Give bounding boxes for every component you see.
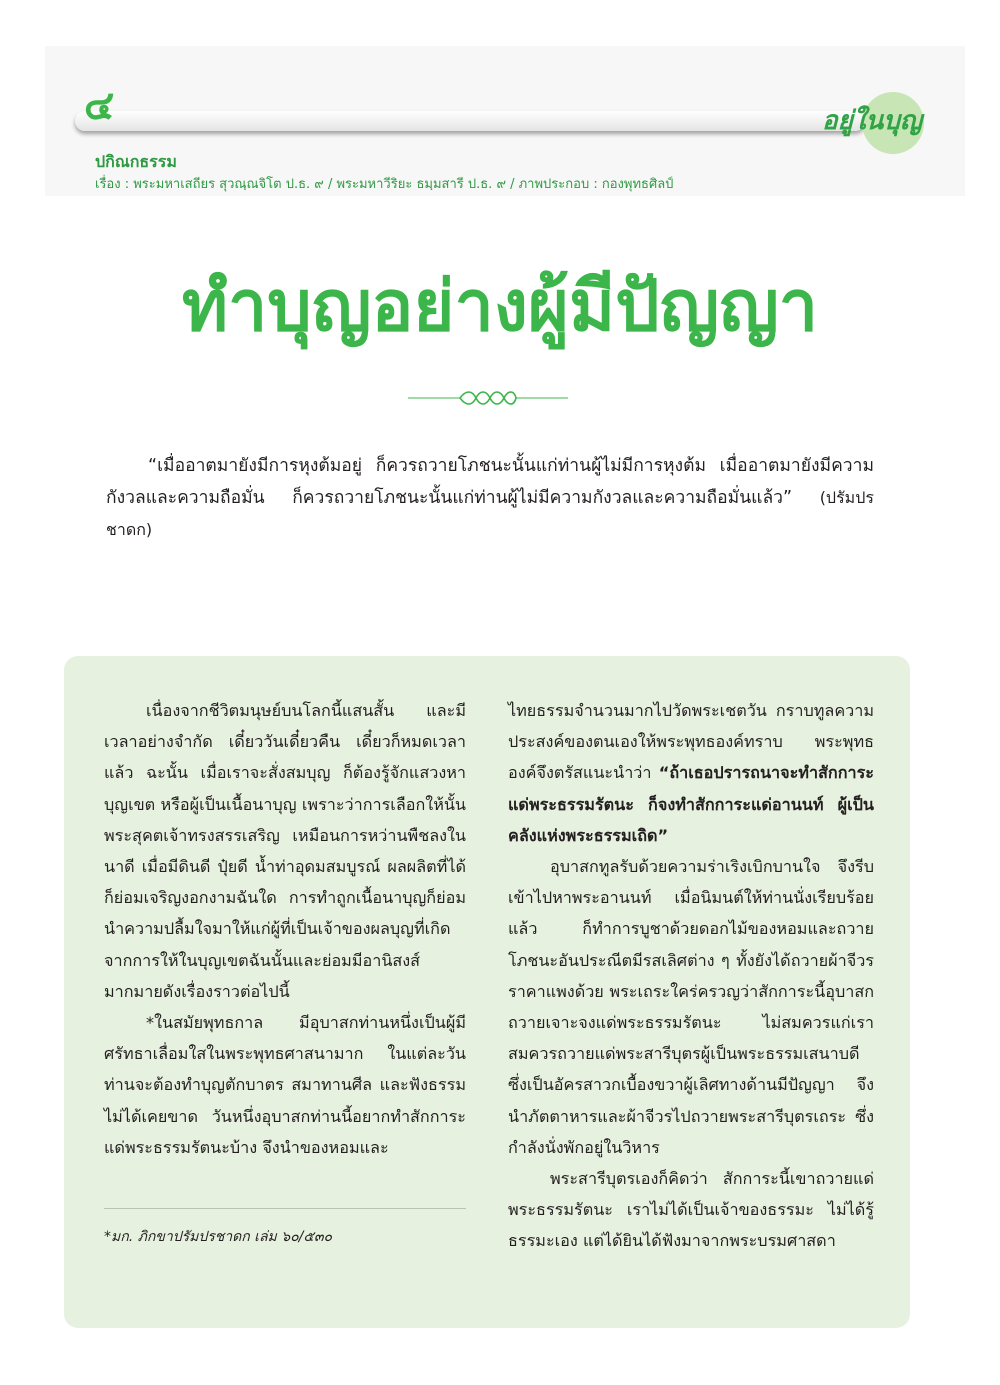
left-column xyxy=(104,695,466,1163)
quote-source: (ปรัมปรชาดก) xyxy=(106,488,874,539)
footnote-divider xyxy=(104,1208,466,1209)
quote-text: “เมื่ออาตมายังมีการหุงต้มอยู่ ก็ควรถวายโภชนะนั้นแก่ท่านผู้ไม่มีการหุงต้ม เมื่ออาตมายังมีความกังวลและความถือมั่น ก็ควรถวายโภชนะนั้นแก่ท่านผู้ไม่มีความกังวลและความถือมั่นแล้ว” xyxy=(106,456,874,508)
title-ornament-icon xyxy=(408,386,568,410)
right-paragraph-1 xyxy=(508,695,874,851)
right-column xyxy=(508,695,874,1257)
logo-text: อยู่ในบุญ xyxy=(822,106,922,136)
right-paragraph-2: อุบาสกทูลรับด้วยความร่าเริงเบิกบานใจ จึงรีบเข้าไปหาพระอานนท์ เมื่อนิมนต์ให้ท่านนั่งเรียบร้อยแล้ว ก็ทำการบูชาด้วยดอกไม้ของหอมและถวายโภชนะอันประณีตมีรสเลิศต่าง ๆ ทั้งยังได้ถวายผ้าจีวรราคาแพงด้วย พระเถระใคร่ครวญว่าสักการะนี้อุบาสกถวายเจาะจงแด่พระธรรมรัตนะ ไม่สมควรแก่เรา สมควรถวายแด่พระสารีบุตรผู้เป็นพระธรรมเสนาบดี ซึ่งเป็นอัครสาวกเบื้องขวาผู้เลิศทางด้านมีปัญญา จึงนำภัตตาหารและผ้าจีวรไปถวายพระสารีบุตรเถระ ซึ่งกำลังนั่งพักอยู่ในวิหาร xyxy=(508,857,874,1157)
magazine-logo xyxy=(812,92,932,152)
header-rule xyxy=(75,111,865,131)
right-paragraph-3: พระสารีบุตรเองก็คิดว่า สักการะนี้เขาถวายแด่พระธรรมรัตนะ เราไม่ได้เป็นเจ้าของธรรมะ ไม่ได้รู้ธรรมะเอง แต่ได้ยินได้ฟังมาจากพระบรมศาสดา xyxy=(508,1169,874,1251)
footnote: *มก. ภิกขาปรัมปรชาดก เล่ม ๖๐/๕๓๐ xyxy=(104,1229,333,1245)
left-paragraph-2: *ในสมัยพุทธกาล มีอุบาสกท่านหนึ่งเป็นผู้มีศรัทธาเลื่อมใสในพระพุทธศาสนามาก ในแต่ละวันท่านจะต้องทำบุญตักบาตร สมาทานศีล และฟังธรรมไม่ได้เคยขาด วันหนึ่งอุบาสกท่านนี้อยากทำสักการะแด่พระธรรมรัตนะบ้าง จึงนำของหอมและ xyxy=(104,1013,466,1157)
page-number: ๔ xyxy=(84,82,115,129)
section-label: ปกิณกธรรม xyxy=(95,152,177,171)
buddha-quote: “ถ้าเธอปรารถนาจะทำสักการะแด่พระธรรมรัตนะ ก็จงทำสักการะแด่อานนท์ ผู้เป็นคลังแห่งพระธรรมเถิด” xyxy=(508,763,874,845)
left-paragraph-1: เนื่องจากชีวิตมนุษย์บนโลกนี้แสนสั้น และมีเวลาอย่างจำกัด เดี๋ยววันเดี๋ยวคืน เดี๋ยวก็หมดเวลาแล้ว ฉะนั้น เมื่อเราจะสั่งสมบุญ ก็ต้องรู้จักแสวงหาบุญเขต หรือผู้เป็นเนื้อนาบุญ เพราะว่าการเลือกให้นั้นพระสุคตเจ้าทรงสรรเสริญ เหมือนการหว่านพืชลงในนาดี เมื่อมีดินดี ปุ๋ยดี น้ำท่าอุดมสมบูรณ์ ผลผลิตที่ได้ก็ย่อมเจริญงอกงามฉันใด การทำถูกเนื้อนาบุญก็ย่อมนำความปลื้มใจมาให้แก่ผู้ที่เป็นเจ้าของผลบุญที่เกิดจากการให้ในบุญเขตฉันนั้นและย่อมมีอานิสงส์มากมายดังเรื่องราวต่อไปนี้ xyxy=(104,701,466,1001)
right-paragraph-1-text: ไทยธรรมจำนวนมากไปวัดพระเชตวัน กราบทูลความประสงค์ของตนเองให้พระพุทธองค์ทราบ พระพุทธองค์จึงตรัสแนะนำว่า xyxy=(508,701,874,783)
article-credits: เรื่อง : พระมหาเสถียร สุวณฺณจิโต ป.ธ. ๙ / พระมหาวีริยะ ธมฺมสารี ป.ธ. ๙ / ภาพประกอบ : กองพุทธศิลป์ xyxy=(95,177,674,192)
opening-quote xyxy=(106,450,874,546)
article-title: ทำบุญอย่างผู้มีปัญญา xyxy=(181,265,819,347)
